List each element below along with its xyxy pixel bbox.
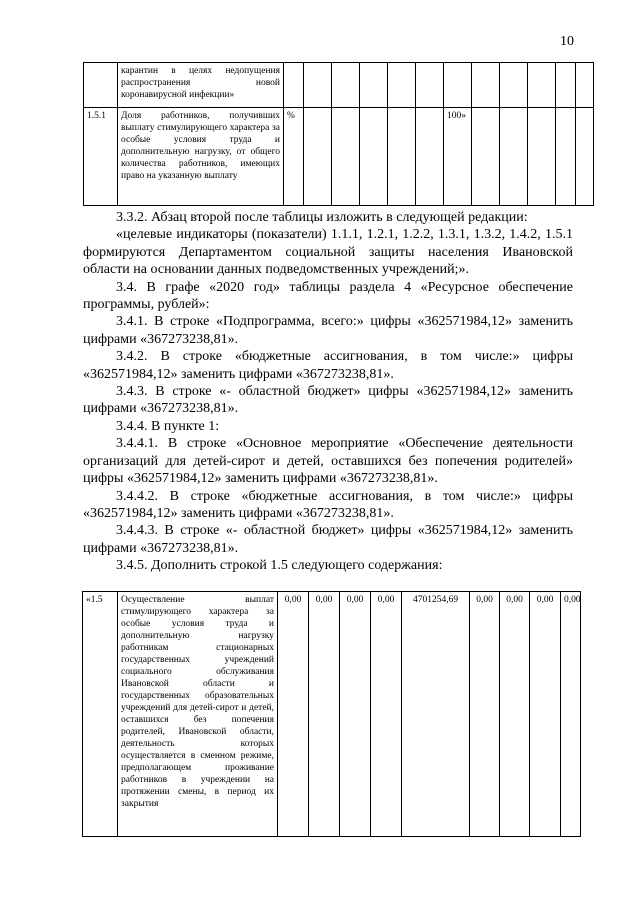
paragraph: 3.4.4.3. В строке «- областной бюджет» цифры «362571984,12» заменить цифрами «367273238,81». xyxy=(83,523,573,556)
value-cell xyxy=(500,108,528,206)
table-row xyxy=(84,108,594,206)
paragraph: 3.4.2. В строке «бюджетные ассигнования, в том числе:» цифры «362571984,12» заменить цифрами «367273238,81». xyxy=(83,349,573,382)
paragraph: 3.4.4.1. В строке «Основное мероприятие «Обеспечение деятельности организаций для детей-сирот и детей, оставшихся без попечения родителей» цифры «362571984,12» заменить цифрами «367273238,81». xyxy=(83,436,573,487)
value-cell: 0,00 xyxy=(500,592,530,837)
paragraph: 3.4.5. Дополнить строкой 1.5 следующего содержания: xyxy=(116,558,443,574)
value-cell: 0,00 xyxy=(309,592,340,837)
value-cell xyxy=(304,108,332,206)
value-cell xyxy=(332,108,360,206)
value-cell xyxy=(472,63,500,108)
value-cell xyxy=(556,108,576,206)
value-cell xyxy=(360,63,388,108)
value-cell xyxy=(388,108,416,206)
paragraph: 3.4.1. В строке «Подпрограмма, всего:» цифры «362571984,12» заменить цифрами «367273238,81». xyxy=(83,314,573,347)
paragraph: 3.4. В графе «2020 год» таблицы раздела 4 «Ресурсное обеспечение программы, рублей»: xyxy=(83,279,573,313)
value-cell xyxy=(576,108,594,206)
value-cell xyxy=(388,63,416,108)
unit-cell xyxy=(284,63,304,108)
paragraph: 3.3.2. Абзац второй после таблицы изложить в следующей редакции: xyxy=(116,210,528,225)
value-cell: 100» xyxy=(444,108,472,206)
paragraph: 3.4.4. В пункте 1: xyxy=(116,418,220,434)
value-cell xyxy=(304,63,332,108)
value-cell xyxy=(332,63,360,108)
paragraph: «целевые индикаторы (показатели) 1.1.1, 1.2.1, 1.2.2, 1.3.1, 1.3.2, 1.4.2, 1.5.1 формируются Департаментом социальной защиты населения Ивановской области на основании данных подведомственных учреждений;». xyxy=(83,227,573,278)
value-cell: 0,00 xyxy=(278,592,309,837)
table-row xyxy=(83,592,581,837)
value-cell: 0,00 xyxy=(561,592,581,837)
value-cell: 0,00 xyxy=(340,592,371,837)
value-cell xyxy=(556,63,576,108)
value-cell xyxy=(444,63,472,108)
body-text xyxy=(83,209,573,575)
indicator-name-cell: карантин в целях недопущения распространения новой коронавирусной инфекции» xyxy=(118,63,284,108)
row-number-cell: «1.5 xyxy=(83,592,118,837)
value-cell xyxy=(472,108,500,206)
paragraph: 3.4.4.2. В строке «бюджетные ассигнования, в том числе:» цифры «362571984,12» заменить цифрами «367273238,81». xyxy=(83,488,573,521)
indicator-name-cell: Доля работников, получивших выплату стимулирующего характера за особые условия труда и дополнительную нагрузку, от общего количества работников, имеющих право на указанную выплату xyxy=(118,108,284,206)
unit-cell: % xyxy=(284,108,304,206)
table-row xyxy=(84,63,594,108)
value-cell: 4701254,69 xyxy=(402,592,470,837)
indicators-table xyxy=(83,62,594,206)
resource-table xyxy=(82,591,581,837)
value-cell: 0,00 xyxy=(470,592,500,837)
row-number-cell: 1.5.1 xyxy=(84,108,118,206)
value-cell xyxy=(576,63,594,108)
value-cell xyxy=(416,108,444,206)
value-cell xyxy=(500,63,528,108)
value-cell: 0,00 xyxy=(530,592,561,837)
row-number-cell xyxy=(84,63,118,108)
activity-name-cell: Осуществление выплат стимулирующего характера за особые условия труда и дополнительную нагрузку работникам стационарных государственных учреждений социального обслуживания Ивановской области и государственных образовательных учреждений для детей-сирот и детей, оставшихся без попечения родителей, Ивановской области, деятельность которых осуществляется в сменном режиме, предполагающем проживание работников в учреждении на протяжении смены, в период их закрытия xyxy=(118,592,278,837)
value-cell xyxy=(528,108,556,206)
value-cell xyxy=(528,63,556,108)
value-cell: 0,00 xyxy=(371,592,402,837)
value-cell xyxy=(360,108,388,206)
value-cell xyxy=(416,63,444,108)
page-number: 10 xyxy=(560,34,574,49)
paragraph: 3.4.3. В строке «- областной бюджет» цифры «362571984,12» заменить цифрами «367273238,81». xyxy=(83,384,573,417)
